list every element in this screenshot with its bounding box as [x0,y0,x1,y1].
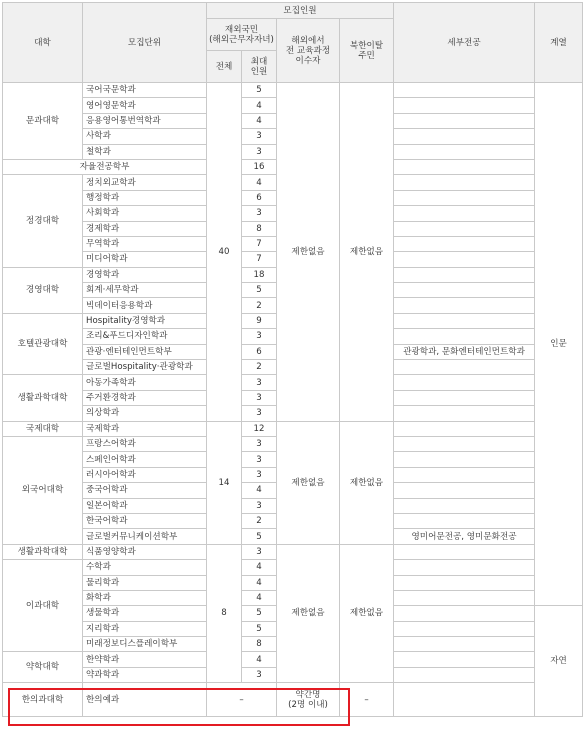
major-cell: 수학과 [83,560,207,575]
max-count-cell: 3 [242,390,277,405]
max-count-cell: 3 [242,144,277,159]
major-cell: 생물학과 [83,606,207,621]
track-cell [394,421,535,436]
college-cell: 자율전공학부 [3,159,207,174]
header-quota: 모집인원 [207,3,394,19]
max-count-cell: 12 [242,421,277,436]
major-cell: 관광·엔터테인먼트학부 [83,344,207,359]
college-cell: 한의과대학 [3,683,83,717]
highlight-box [8,688,350,726]
major-cell: 정치외교학과 [83,175,207,190]
college-cell: 호텔관광대학 [3,313,83,375]
track-cell [394,360,535,375]
max-count-cell: 3 [242,406,277,421]
header-total: 전체 [207,51,242,83]
header-foreign-edu: 해외에서 전 교육과정 이수자 [277,19,340,83]
college-cell: 문과대학 [3,83,83,160]
track-cell [394,390,535,405]
table-body [3,83,583,717]
header-overseas: 재외국민 (해외근무자자녀) [207,19,277,51]
max-count-cell: 3 [242,467,277,482]
major-cell: 미래정보디스플레이학부 [83,637,207,652]
track-cell [394,483,535,498]
major-cell: 빅데이터응용학과 [83,298,207,313]
table-row [3,544,583,559]
major-cell: 행정학과 [83,190,207,205]
nk-cell: 제한없음 [340,421,394,544]
max-count-cell: 3 [242,667,277,682]
track-cell [394,159,535,174]
max-count-cell: 4 [242,652,277,667]
max-count-cell: 3 [242,498,277,513]
max-count-cell: 5 [242,606,277,621]
track-cell: 영미어문전공, 영미문화전공 [394,529,535,544]
max-count-cell: 3 [242,436,277,451]
header-nk: 북한이탈 주민 [340,19,394,83]
major-cell: 조리&푸드디자인학과 [83,329,207,344]
major-cell: Hospitality경영학과 [83,313,207,328]
track-cell [394,83,535,98]
major-cell: 물리학과 [83,575,207,590]
track-cell [394,544,535,559]
max-count-cell: 6 [242,344,277,359]
track-cell [394,637,535,652]
major-cell: 영어영문학과 [83,98,207,113]
max-count-cell: 18 [242,267,277,282]
major-cell: 글로벌Hospitality·관광학과 [83,360,207,375]
major-cell: 한약학과 [83,652,207,667]
track-cell [394,144,535,159]
max-count-cell: 5 [242,283,277,298]
college-cell: 약학대학 [3,652,83,683]
max-count-cell: 8 [242,221,277,236]
track-cell [394,467,535,482]
total-cell: – [207,683,277,717]
major-cell: 경제학과 [83,221,207,236]
college-cell: 생활과학대학 [3,375,83,421]
nk-cell: 제한없음 [340,83,394,422]
major-cell: 국제학과 [83,421,207,436]
foreign-edu-cell: 제한없음 [277,544,340,683]
major-cell: 회계·세무학과 [83,283,207,298]
max-count-cell: 3 [242,206,277,221]
major-cell: 미디어학과 [83,252,207,267]
header-college: 대학 [3,3,83,83]
track-cell [394,175,535,190]
track-cell [394,283,535,298]
track-cell [394,236,535,251]
major-cell: 국어국문학과 [83,83,207,98]
max-count-cell: 8 [242,637,277,652]
track-cell [394,667,535,682]
max-count-cell: 3 [242,375,277,390]
max-count-cell: 2 [242,360,277,375]
major-cell: 중국어학과 [83,483,207,498]
track-cell [394,129,535,144]
major-cell: 식품영양학과 [83,544,207,559]
foreign-edu-cell: 제한없음 [277,421,340,544]
major-cell: 러시아어학과 [83,467,207,482]
max-count-cell: 4 [242,590,277,605]
college-cell: 정경대학 [3,175,83,267]
max-count-cell: 5 [242,529,277,544]
track-cell [394,252,535,267]
track-cell [394,606,535,621]
college-cell: 생활과학대학 [3,544,83,559]
track-cell [394,621,535,636]
major-cell: 응용영어통번역학과 [83,113,207,128]
max-count-cell: 3 [242,544,277,559]
track-cell [394,652,535,667]
track-cell [394,498,535,513]
major-cell: 화학과 [83,590,207,605]
header-max: 최대 인원 [242,51,277,83]
max-count-cell: 7 [242,236,277,251]
table-row [3,83,583,98]
track-cell [394,513,535,528]
track-cell [394,590,535,605]
track-cell [394,206,535,221]
track-cell [394,452,535,467]
max-count-cell: 4 [242,113,277,128]
max-count-cell: 5 [242,621,277,636]
track-cell [394,436,535,451]
track-cell: 관광학과, 문화엔터테인먼트학과 [394,344,535,359]
track-cell [394,406,535,421]
max-count-cell: 9 [242,313,277,328]
track-cell [394,221,535,236]
major-cell: 약과학과 [83,667,207,682]
track-cell [394,190,535,205]
max-count-cell: 16 [242,159,277,174]
table-row [3,421,583,436]
major-cell: 사회학과 [83,206,207,221]
major-cell: 프랑스어학과 [83,436,207,451]
header-field: 계열 [535,3,583,83]
max-count-cell: 4 [242,98,277,113]
major-cell: 글로벌커뮤니케이션학부 [83,529,207,544]
field-humanities-cell: 인문 [535,83,583,606]
max-count-cell: 4 [242,483,277,498]
major-cell: 철학과 [83,144,207,159]
max-count-cell: 4 [242,560,277,575]
max-count-cell: 6 [242,190,277,205]
field-science-cell: 자연 [535,606,583,717]
major-cell: 한의예과 [83,683,207,717]
max-count-cell: 2 [242,513,277,528]
track-cell [394,329,535,344]
nk-cell: – [340,683,394,717]
major-cell: 사학과 [83,129,207,144]
major-cell: 한국어학과 [83,513,207,528]
header-unit: 모집단위 [83,3,207,83]
college-cell: 경영대학 [3,267,83,313]
max-count-cell: 5 [242,83,277,98]
track-cell [394,267,535,282]
max-count-cell: 3 [242,329,277,344]
nk-cell: 제한없음 [340,544,394,683]
college-cell: 국제대학 [3,421,83,436]
max-count-cell: 2 [242,298,277,313]
max-count-cell: 4 [242,575,277,590]
track-cell [394,313,535,328]
track-cell [394,560,535,575]
foreign-edu-cell: 제한없음 [277,83,340,422]
college-cell: 외국어대학 [3,436,83,544]
block-total-cell: 8 [207,544,242,683]
track-cell [394,683,535,717]
block-total-cell: 14 [207,421,242,544]
major-cell: 스페인어학과 [83,452,207,467]
header-track: 세부전공 [394,3,535,83]
major-cell: 경영학과 [83,267,207,282]
max-count-cell: 3 [242,452,277,467]
max-count-cell: 4 [242,175,277,190]
major-cell: 의상학과 [83,406,207,421]
major-cell: 아동가족학과 [83,375,207,390]
track-cell [394,98,535,113]
block-total-cell: 40 [207,83,242,422]
track-cell [394,375,535,390]
max-count-cell: 7 [242,252,277,267]
table-header [3,3,583,83]
major-cell: 지리학과 [83,621,207,636]
foreign-edu-cell: 약간명 (2명 이내) [277,683,340,717]
major-cell: 무역학과 [83,236,207,251]
track-cell [394,113,535,128]
major-cell: 주거환경학과 [83,390,207,405]
track-cell [394,575,535,590]
college-cell: 이과대학 [3,560,83,652]
major-cell: 일본어학과 [83,498,207,513]
max-count-cell: 3 [242,129,277,144]
admission-quota-table [2,2,583,717]
track-cell [394,298,535,313]
